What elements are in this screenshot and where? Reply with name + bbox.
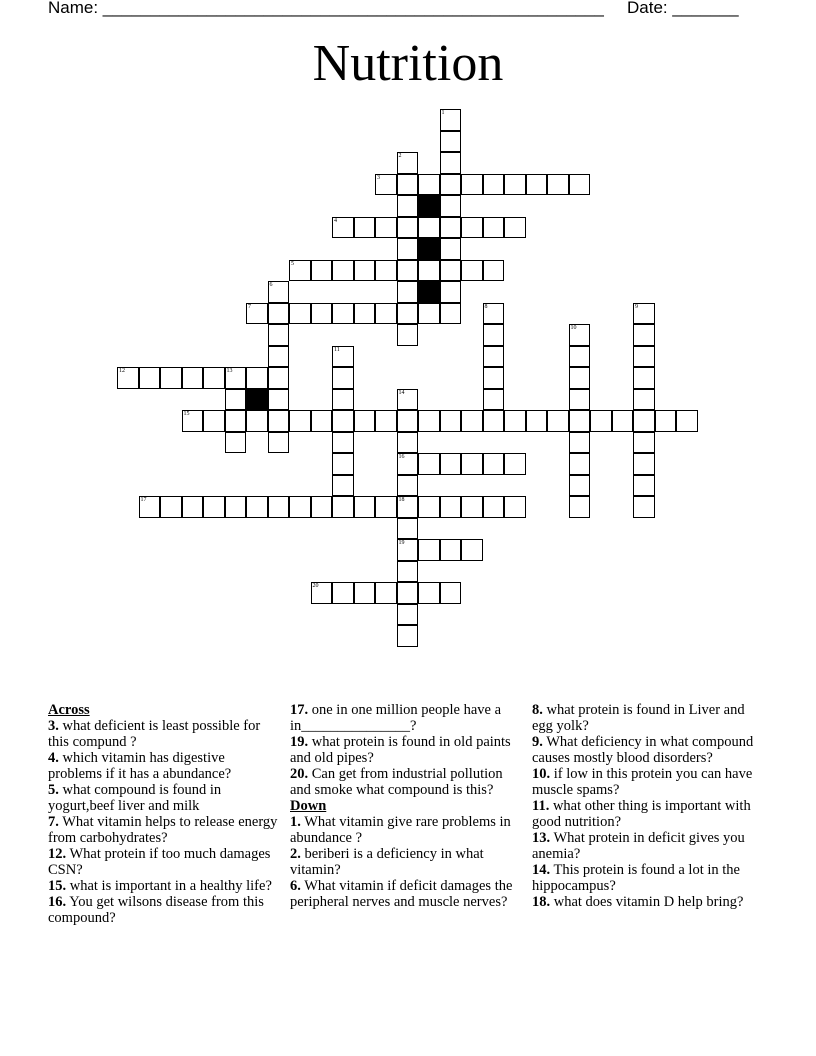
grid-cell[interactable]: [483, 217, 505, 239]
grid-cell[interactable]: [526, 174, 548, 196]
grid-cell[interactable]: [225, 432, 247, 454]
grid-cell[interactable]: [569, 410, 591, 432]
grid-cell[interactable]: [332, 496, 354, 518]
grid-cell[interactable]: [375, 582, 397, 604]
grid-cell[interactable]: [483, 496, 505, 518]
grid-cell[interactable]: [139, 496, 161, 518]
clue-number: 8: [484, 303, 488, 310]
grid-cell[interactable]: [225, 367, 247, 389]
clue-number: 13: [226, 368, 233, 374]
grid-cell[interactable]: [397, 496, 419, 518]
grid-cell[interactable]: [569, 389, 591, 411]
clue-number: 12: [119, 368, 125, 374]
grid-cell[interactable]: [397, 432, 419, 454]
grid-cell[interactable]: [182, 496, 204, 518]
grid-cell[interactable]: [461, 496, 483, 518]
grid-cell[interactable]: [633, 453, 655, 475]
grid-cell[interactable]: [440, 539, 462, 561]
grid-cell[interactable]: [504, 217, 526, 239]
grid-cell[interactable]: [397, 260, 419, 282]
grid-cell[interactable]: [504, 174, 526, 196]
clue-number: 5: [291, 260, 294, 267]
grid-cell[interactable]: [569, 432, 591, 454]
grid-cell[interactable]: [483, 324, 505, 346]
grid-cell[interactable]: [332, 582, 354, 604]
grid-cell[interactable]: [612, 410, 634, 432]
grid-cell[interactable]: [633, 432, 655, 454]
grid-cell[interactable]: [569, 174, 591, 196]
grid-cell[interactable]: [440, 131, 462, 153]
grid-cell[interactable]: [633, 389, 655, 411]
grid-cell[interactable]: [418, 582, 440, 604]
grid-cell[interactable]: [117, 367, 139, 389]
clue-across-3: 3. what deficient is least possible for this compund ?: [48, 718, 261, 750]
grid-cell[interactable]: [139, 367, 161, 389]
grid-cell[interactable]: [311, 410, 333, 432]
grid-cell[interactable]: [332, 217, 354, 239]
grid-cell[interactable]: [633, 324, 655, 346]
grid-cell[interactable]: [440, 410, 462, 432]
grid-cell[interactable]: [440, 152, 462, 174]
clue-number: 6: [269, 282, 273, 288]
clue-number: 15: [183, 411, 190, 417]
grid-cell[interactable]: [633, 410, 655, 432]
grid-cell[interactable]: [246, 496, 268, 518]
clue-across-17: 17. one in one million people have a in_______________?: [290, 702, 502, 734]
clue-down-11: 11. what other thing is important with good nutrition?: [532, 798, 751, 830]
clue-number: 16: [398, 454, 405, 460]
grid-cell[interactable]: [461, 260, 483, 282]
clue-down-14: 14. This protein is found a lot in the hippocampus?: [532, 862, 740, 894]
grid-cell[interactable]: [440, 303, 462, 325]
grid-cell[interactable]: [483, 410, 505, 432]
grid-cell[interactable]: [504, 410, 526, 432]
grid-cell[interactable]: [569, 367, 591, 389]
grid-cell[interactable]: [268, 496, 290, 518]
grid-cell[interactable]: [203, 496, 225, 518]
grid-cell[interactable]: [354, 217, 376, 239]
grid-cell[interactable]: [160, 367, 182, 389]
clue-across-15: 15. what is important in a healthy life?: [48, 878, 272, 894]
clue-across-5: 5. what compound is found in yogurt,beef liver and milk: [48, 782, 222, 814]
grid-cell[interactable]: [268, 410, 290, 432]
grid-cell[interactable]: [203, 410, 225, 432]
grid-cell[interactable]: [182, 410, 204, 432]
grid-cell[interactable]: [268, 324, 290, 346]
clue-number: 7: [248, 303, 251, 310]
grid-cell[interactable]: [182, 367, 204, 389]
grid-cell[interactable]: [440, 109, 462, 131]
clue-number: 18: [398, 497, 405, 503]
grid-cell[interactable]: [633, 303, 655, 325]
grid-cell[interactable]: [418, 217, 440, 239]
grid-cell[interactable]: [311, 303, 333, 325]
grid-cell[interactable]: [569, 475, 591, 497]
grid-cell[interactable]: [332, 475, 354, 497]
grid-cell[interactable]: [397, 604, 419, 626]
grid-cell[interactable]: [418, 303, 440, 325]
clue-number: 20: [312, 583, 319, 589]
grid-cell[interactable]: [397, 561, 419, 583]
grid-cell[interactable]: [483, 260, 505, 282]
grid-cell[interactable]: [375, 496, 397, 518]
grid-cell[interactable]: [268, 389, 290, 411]
grid-cell[interactable]: [397, 625, 419, 647]
clue-column-3: [532, 702, 764, 910]
clue-number: 19: [398, 540, 405, 546]
grid-cell[interactable]: [633, 367, 655, 389]
grid-cell[interactable]: [354, 496, 376, 518]
grid-cell[interactable]: [676, 410, 698, 432]
grid-cell[interactable]: [483, 389, 505, 411]
grid-cell[interactable]: [332, 410, 354, 432]
clue-down-1: 1. What vitamin give rare problems in abundance ?: [290, 814, 511, 846]
grid-cell[interactable]: [397, 152, 419, 174]
clue-number: 14: [398, 389, 405, 396]
grid-cell[interactable]: [354, 410, 376, 432]
clue-across-20: 20. Can get from industrial pollution and smoke what compound is this?: [290, 766, 503, 798]
grid-cell[interactable]: [440, 453, 462, 475]
grid-cell[interactable]: [246, 410, 268, 432]
black-square: [418, 281, 440, 303]
grid-cell[interactable]: [397, 238, 419, 260]
grid-cell[interactable]: [332, 303, 354, 325]
grid-cell[interactable]: [332, 389, 354, 411]
clue-number: 4: [334, 217, 337, 224]
clue-number: 3: [377, 174, 380, 181]
grid-cell[interactable]: [160, 496, 182, 518]
grid-cell[interactable]: [440, 217, 462, 239]
grid-cell[interactable]: [547, 410, 569, 432]
down-heading: Down: [290, 798, 327, 814]
clue-down-18: 18. what does vitamin D help bring?: [532, 894, 744, 910]
grid-cell[interactable]: [483, 346, 505, 368]
clue-column-2: [290, 702, 522, 910]
grid-cell[interactable]: [246, 367, 268, 389]
grid-cell[interactable]: [440, 281, 462, 303]
clue-number: 9: [635, 303, 638, 310]
grid-cell[interactable]: [418, 410, 440, 432]
date-line: Date: _______: [627, 0, 739, 17]
grid-cell[interactable]: [268, 346, 290, 368]
grid-cell[interactable]: [397, 303, 419, 325]
grid-cell[interactable]: [461, 453, 483, 475]
grid-cell[interactable]: [504, 453, 526, 475]
grid-cell[interactable]: [569, 346, 591, 368]
grid-cell[interactable]: [440, 582, 462, 604]
grid-cell[interactable]: [633, 475, 655, 497]
black-square: [418, 195, 440, 217]
grid-cell[interactable]: [311, 260, 333, 282]
grid-cell[interactable]: [246, 303, 268, 325]
grid-cell[interactable]: [526, 410, 548, 432]
clue-number: 1: [441, 110, 445, 116]
grid-cell[interactable]: [440, 174, 462, 196]
clue-number: 10: [570, 325, 577, 331]
grid-cell[interactable]: [397, 518, 419, 540]
grid-cell[interactable]: [203, 367, 225, 389]
clue-column-1: [48, 702, 280, 926]
clue-down-13: 13. What protein in deficit gives you anemia?: [532, 830, 745, 862]
grid-cell[interactable]: [483, 303, 505, 325]
grid-cell[interactable]: [397, 174, 419, 196]
across-heading: Across: [48, 702, 90, 718]
grid-cell[interactable]: [418, 260, 440, 282]
grid-cell[interactable]: [461, 539, 483, 561]
grid-cell[interactable]: [289, 303, 311, 325]
grid-cell[interactable]: [268, 367, 290, 389]
clue-number: 11: [334, 346, 340, 353]
grid-cell[interactable]: [332, 453, 354, 475]
clue-down-10: 10. if low in this protein you can have muscle spams?: [532, 766, 753, 798]
grid-cell[interactable]: [440, 195, 462, 217]
grid-cell[interactable]: [633, 346, 655, 368]
clue-across-7: 7. What vitamin helps to release energy from carbohydrates?: [48, 814, 278, 846]
clue-number: 17: [140, 497, 147, 503]
page-title: Nutrition: [312, 35, 504, 92]
clue-number: 2: [398, 153, 402, 159]
name-line: Name: _____________________________________________________: [48, 0, 604, 17]
grid-cell[interactable]: [354, 582, 376, 604]
grid-cell[interactable]: [225, 410, 247, 432]
clue-across-4: 4. which vitamin has digestive problems if it has a abundance?: [48, 750, 232, 782]
grid-cell[interactable]: [354, 303, 376, 325]
grid-cell[interactable]: [397, 195, 419, 217]
grid-cell[interactable]: [440, 260, 462, 282]
grid-cell[interactable]: [440, 496, 462, 518]
grid-cell[interactable]: [397, 475, 419, 497]
grid-cell[interactable]: [375, 260, 397, 282]
grid-cell[interactable]: [483, 174, 505, 196]
black-square: [418, 238, 440, 260]
grid-cell[interactable]: [461, 410, 483, 432]
grid-cell[interactable]: [268, 432, 290, 454]
grid-cell[interactable]: [418, 496, 440, 518]
grid-cell[interactable]: [332, 367, 354, 389]
grid-cell[interactable]: [268, 281, 290, 303]
grid-cell[interactable]: [332, 346, 354, 368]
grid-cell[interactable]: [504, 496, 526, 518]
grid-cell[interactable]: [311, 496, 333, 518]
grid-cell[interactable]: [375, 217, 397, 239]
grid-cell[interactable]: [569, 496, 591, 518]
grid-cell[interactable]: [547, 174, 569, 196]
clue-down-2: 2. beriberi is a deficiency in what vitamin?: [290, 846, 484, 878]
grid-cell[interactable]: [418, 453, 440, 475]
grid-cell[interactable]: [397, 324, 419, 346]
grid-cell[interactable]: [375, 410, 397, 432]
grid-cell[interactable]: [397, 389, 419, 411]
grid-cell[interactable]: [483, 453, 505, 475]
grid-cell[interactable]: [397, 539, 419, 561]
grid-cell[interactable]: [397, 582, 419, 604]
grid-cell[interactable]: [375, 303, 397, 325]
grid-cell[interactable]: [461, 174, 483, 196]
grid-cell[interactable]: [590, 410, 612, 432]
grid-cell[interactable]: [332, 260, 354, 282]
black-square: [246, 389, 268, 411]
clue-down-9: 9. What deficiency in what compound causes mostly blood disorders?: [532, 734, 754, 766]
grid-cell[interactable]: [633, 496, 655, 518]
clue-down-8: 8. what protein is found in Liver and egg yolk?: [532, 702, 745, 734]
clue-across-12: 12. What protein if too much damages CSN?: [48, 846, 271, 878]
grid-cell[interactable]: [483, 367, 505, 389]
grid-cell[interactable]: [569, 453, 591, 475]
grid-cell[interactable]: [354, 260, 376, 282]
grid-cell[interactable]: [289, 410, 311, 432]
grid-cell[interactable]: [397, 410, 419, 432]
grid-cell[interactable]: [655, 410, 677, 432]
grid-cell[interactable]: [397, 281, 419, 303]
grid-cell[interactable]: [225, 496, 247, 518]
clue-across-19: 19. what protein is found in old paints and old pipes?: [290, 734, 511, 766]
grid-cell[interactable]: [289, 496, 311, 518]
grid-cell[interactable]: [225, 389, 247, 411]
grid-cell[interactable]: [418, 174, 440, 196]
grid-cell[interactable]: [461, 217, 483, 239]
grid-cell[interactable]: [332, 432, 354, 454]
grid-cell[interactable]: [311, 582, 333, 604]
clue-across-16: 16. You get wilsons disease from this compound?: [48, 894, 264, 926]
grid-cell[interactable]: [397, 453, 419, 475]
grid-cell[interactable]: [569, 324, 591, 346]
grid-cell[interactable]: [375, 174, 397, 196]
grid-cell[interactable]: [397, 217, 419, 239]
grid-cell[interactable]: [289, 260, 311, 282]
grid-cell[interactable]: [440, 238, 462, 260]
grid-cell[interactable]: [418, 539, 440, 561]
grid-cell[interactable]: [268, 303, 290, 325]
clue-down-6: 6. What vitamin if deficit damages the peripheral nerves and muscle nerves?: [290, 878, 513, 910]
